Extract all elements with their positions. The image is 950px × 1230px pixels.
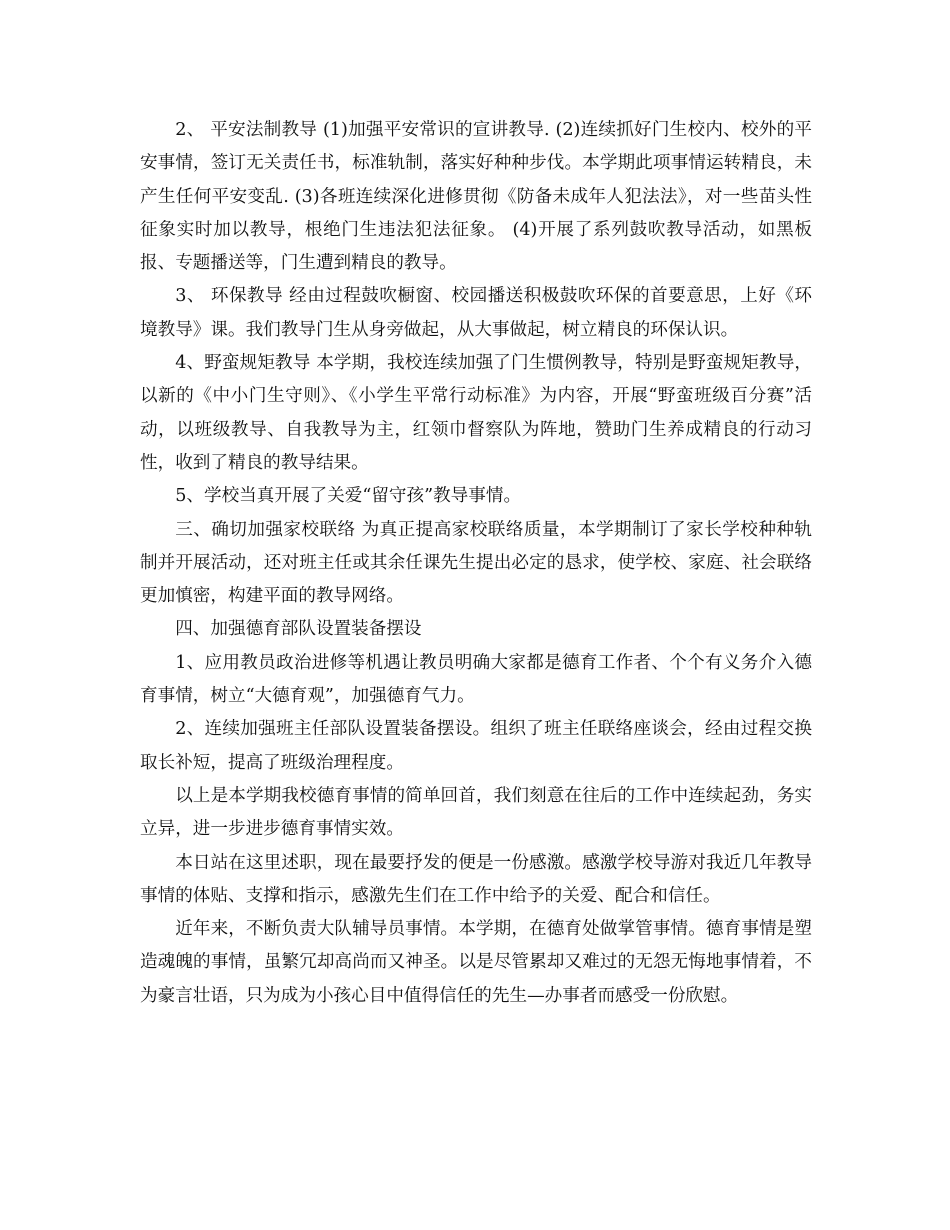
paragraph-summary: 以上是本学期我校德育事情的简单回首，我们刻意在往后的工作中连续起劲，务实立异，进一步进步德育事情实效。	[140, 785, 812, 840]
paragraph-left-behind-children: 5、学校当真开展了关爱“留守孩”教导事情。	[175, 486, 522, 507]
paragraph-etiquette-education: 4、野蛮规矩教导 本学期，我校连续加强了门生惯例教导，特别是野蛮规矩教导，以新的《中小门生守则》、《小学生平常行动标准》为内容，开展“野蛮班级百分赛”活动，以班级教导、自我教导为主，红领巾督察队为阵地，赞助门生养成精良的行动习性，收到了精良的教导结果。	[140, 353, 812, 473]
document-body	[140, 114, 812, 1013]
paragraph-teacher-study: 1、应用教员政治进修等机遇让教员明确大家都是德育工作者、个个有义务介入德育事情，树立“大德育观”，加强德育气力。	[140, 652, 812, 707]
paragraph-gratitude: 本日站在这里述职，现在最要抒发的便是一份感激。感激学校导游对我近几年教导事情的体贴、支撑和指示，感激先生们在工作中给予的关爱、配合和信任。	[140, 852, 812, 906]
paragraph-class-teacher-team: 2、连续加强班主任部队设置装备摆设。组织了班主任联络座谈会，经由过程交换取长补短，提高了班级治理程度。	[140, 719, 812, 773]
section-heading-team-building: 四、加强德育部队设置装备摆设	[175, 619, 422, 640]
paragraph-environmental-education: 3、 环保教导 经由过程鼓吹橱窗、校园播送积极鼓吹环保的首要意思，上好《环境教导》课。我们教导门生从身旁做起，从大事做起，树立精良的环保认识。	[140, 286, 812, 340]
paragraph-home-school-contact: 三、确切加强家校联络 为真正提高家校联络质量，本学期制订了家长学校种种轨制并开展活动，还对班主任或其余任课先生提出必定的恳求，使学校、家庭、社会联络更加慎密，构建平面的教导网络。	[140, 519, 812, 607]
paragraph-personal-work: 近年来，不断负责大队辅导员事情。本学期，在德育处做掌管事情。德育事情是塑造魂魄的事情，虽繁冗却高尚而又神圣。以是尽管累却又难过的无怨无悔地事情着，不为豪言壮语，只为成为小孩心目中值得信任的先生—办事者而感受一份欣慰。	[140, 919, 812, 1006]
paragraph-safety-education: 2、 平安法制教导 (1)加强平安常识的宣讲教导. (2)连续抓好门生校内、校外的平安事情，签订无关责任书，标准轨制，落实好种种步伐。本学期此项事情运转精良，未产生任何平安变乱. (3)各班连续深化进修贯彻《防备未成年人犯法法》，对一些苗头性征象实时加以教导，根绝门生违法犯法征象。 (4)开展了系列鼓吹教导活动，如黑板报、专题播送等，门生遭到精良的教导。	[140, 120, 812, 274]
